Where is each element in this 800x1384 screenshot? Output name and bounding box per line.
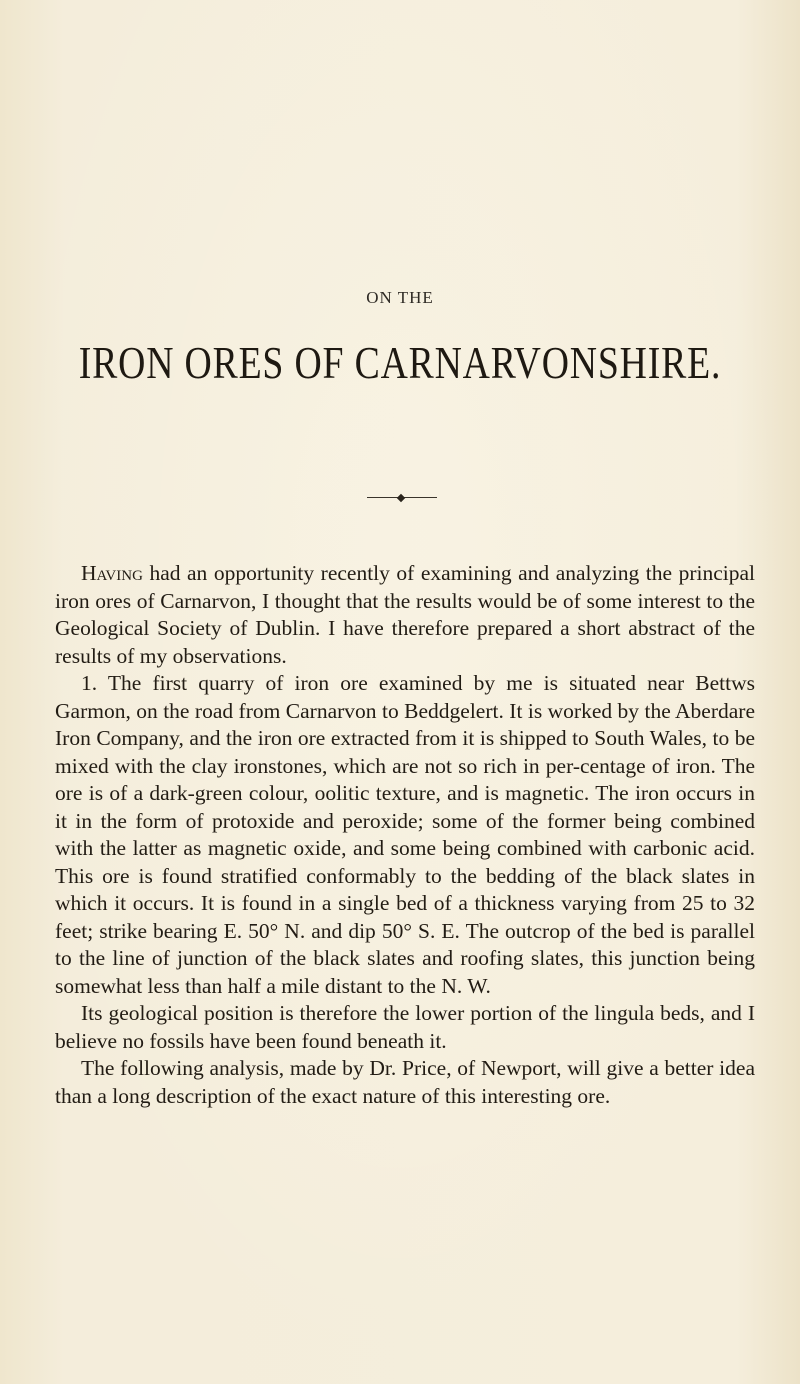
title-kicker: ON THE — [366, 288, 434, 307]
article-body — [55, 560, 755, 1110]
ornamental-rule — [367, 493, 437, 503]
page-title: IRON ORES OF CARNARVONSHIRE. — [78, 337, 722, 388]
paragraph-analysis-intro: The following analysis, made by Dr. Price, of Newport, will give a better idea than a long description of the exact nature of this interesting ore. — [55, 1056, 755, 1108]
paragraph-first-quarry: 1. The first quarry of iron ore examined by me is situated near Bettws Garmon, on the road from Carnarvon to Beddgelert. It is worked by the Aberdare Iron Company, and the iron ore extracted from it is shipped to South Wales, to be mixed with the clay ironstones, which are not so rich in per-centage of iron. The ore is of a dark-green colour, oolitic texture, and is magnetic. The iron occurs in it in the form of protoxide and peroxide; some of the former being combined with the latter as magnetic oxide, and some being combined with carbonic acid. This ore is found stratified conformably to the bedding of the black slates in which it occurs. It is found in a single bed of a thickness varying from 25 to 32 feet; strike bearing E. 50° N. and dip 50° S. E. The outcrop of the bed is parallel to the line of junction of the black slates and roofing slates, this junction being somewhat less than half a mile distant to the N. W. — [55, 671, 755, 998]
diamond-ornament-icon — [397, 494, 405, 502]
paragraph-geological-position: Its geological position is therefore the lower portion of the lingula beds, and I believe no fossils have been found beneath it. — [55, 1001, 755, 1053]
paragraph-intro — [55, 560, 755, 670]
drop-lead-word: Having — [81, 561, 143, 585]
paragraph-intro-text: had an opportunity recently of examining and analyzing the principal iron ores of Carnarvon, I thought that the results would be of some interest to the Geological Society of Dublin. I have therefore prepared a short abstract of the results of my observations. — [55, 561, 755, 668]
